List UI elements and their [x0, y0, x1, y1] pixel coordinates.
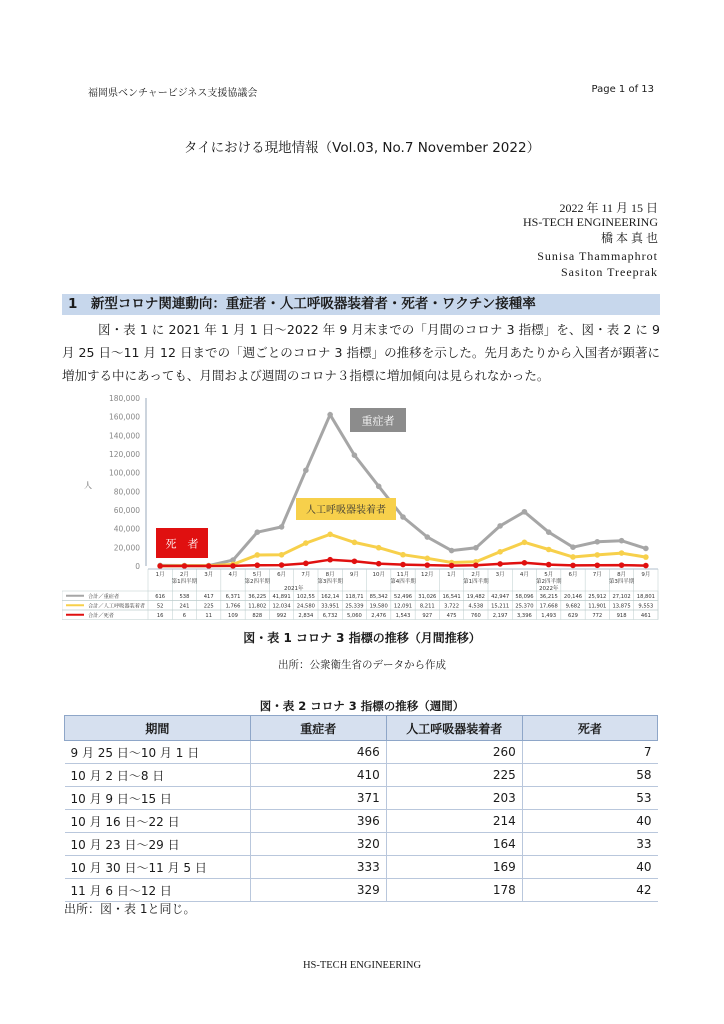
data-point [522, 509, 528, 515]
data-point [594, 552, 600, 558]
data-cell-label: 1,493 [541, 612, 557, 619]
table-row [65, 764, 658, 787]
year-label: 2021年 [283, 586, 304, 592]
document-title: タイにおける現地情報（Vol.03, No.7 November 2022） [183, 140, 541, 156]
cell-severe: 371 [250, 787, 386, 810]
data-cell-label: 118,71 [345, 593, 364, 600]
y-tick-label: 140,000 [108, 431, 140, 441]
data-cell-label: 31,026 [418, 593, 437, 600]
data-point [546, 562, 552, 568]
data-cell-label: 16,541 [442, 593, 461, 600]
data-point [303, 540, 309, 546]
page-number: Page 1 of 13 [591, 84, 654, 95]
data-cell-label: 33,951 [321, 603, 340, 610]
month-tick-label: 1月 [155, 572, 165, 578]
cell-deaths: 7 [522, 741, 657, 764]
series-label: 人工呼吸器装着者 [306, 505, 386, 516]
data-cell-label: 927 [422, 612, 433, 619]
table-row [65, 741, 658, 764]
data-point [497, 549, 503, 555]
chart-svg [62, 390, 662, 626]
data-point [570, 563, 576, 569]
cell-deaths: 33 [522, 833, 657, 856]
data-point [497, 561, 503, 567]
data-cell-label: 11,802 [248, 603, 267, 610]
data-cell-label: 12,034 [272, 603, 291, 610]
data-cell-label: 461 [640, 612, 651, 619]
quarter-label: 第2四半期 [244, 579, 271, 585]
data-point [254, 552, 260, 558]
data-cell-label: 616 [155, 593, 166, 600]
data-cell-label: 109 [228, 612, 238, 619]
figure-1-caption: 図・表 1 コロナ 3 指標の推移（月間推移） [243, 631, 481, 645]
month-tick-label: 1月 [447, 572, 457, 578]
company-name: HS-TECH ENGINEERING [523, 215, 658, 229]
data-cell-label: 3,722 [444, 603, 460, 610]
section-heading: 1 新型コロナ関連動向：重症者・人工呼吸器装着者・死者・ワクチン接種率 [62, 294, 660, 315]
data-point [157, 563, 163, 569]
data-point [497, 523, 503, 529]
cell-severe: 396 [250, 810, 386, 833]
col-header-ventilator: 人工呼吸器装着者 [386, 716, 522, 741]
data-cell-label: 25,370 [515, 603, 534, 610]
cell-ventilator: 225 [386, 764, 522, 787]
report-date: 2022 年 11 月 15 日 [559, 201, 658, 215]
data-cell-label: 52 [156, 603, 164, 610]
data-point [424, 556, 430, 562]
data-point [327, 532, 333, 538]
cell-severe: 333 [250, 856, 386, 879]
data-cell-label: 241 [179, 603, 190, 610]
data-cell-label: 11,901 [588, 603, 607, 610]
data-cell-label: 102,55 [296, 593, 315, 600]
legend-entry: 合計／人工呼吸器装着者 [88, 603, 146, 610]
y-tick-label: 80,000 [113, 487, 140, 497]
data-point [643, 546, 649, 552]
table-row [65, 856, 658, 879]
year-label: 2022年 [538, 586, 559, 592]
y-tick-label: 180,000 [108, 394, 140, 403]
data-cell-label: 828 [252, 612, 263, 619]
data-cell-label: 6,732 [322, 612, 338, 619]
data-point [643, 554, 649, 560]
data-point [327, 557, 333, 563]
cell-ventilator: 169 [386, 856, 522, 879]
quarter-label: 第1四半期 [171, 579, 198, 585]
data-cell-label: 13,875 [612, 603, 631, 610]
quarter-label: 第2四半期 [535, 579, 562, 585]
month-tick-label: 10月 [372, 572, 385, 578]
data-point [522, 540, 528, 546]
data-cell-label: 18,801 [636, 593, 655, 600]
cell-period: 10 月 9 日～15 日 [65, 787, 251, 810]
data-cell-label: 538 [179, 593, 190, 600]
data-cell-label: 85,342 [369, 593, 388, 600]
cell-period: 10 月 30 日～11 月 5 日 [65, 856, 251, 879]
data-cell-label: 2,476 [371, 612, 387, 619]
table-row [65, 879, 658, 902]
data-point [230, 563, 236, 569]
data-point [376, 561, 382, 567]
data-cell-label: 15,211 [491, 603, 510, 610]
data-cell-label: 25,339 [345, 603, 364, 610]
month-tick-label: 8月 [325, 572, 335, 578]
legend-entry: 合計／重症者 [88, 593, 120, 600]
data-point [424, 562, 430, 568]
cell-deaths: 42 [522, 879, 657, 902]
data-point [254, 529, 260, 535]
data-cell-label: 6,371 [225, 593, 241, 600]
month-tick-label: 6月 [568, 572, 578, 578]
data-point [352, 558, 358, 564]
data-cell-label: 760 [470, 612, 481, 619]
data-point [303, 467, 309, 473]
data-cell-label: 25,912 [588, 593, 607, 600]
data-cell-label: 27,102 [612, 593, 631, 600]
data-point [400, 514, 406, 520]
author-2: Sunisa Thammaphrot [537, 249, 658, 263]
data-point [546, 547, 552, 553]
data-point [206, 563, 212, 569]
month-tick-label: 3月 [204, 572, 214, 578]
y-tick-label: 160,000 [108, 412, 140, 422]
data-cell-label: 20,146 [563, 593, 583, 600]
data-point [546, 529, 552, 535]
y-tick-label: 0 [135, 562, 140, 571]
data-cell-label: 9,553 [638, 603, 654, 610]
data-cell-label: 225 [203, 603, 214, 610]
data-point [473, 562, 479, 568]
data-point [279, 562, 285, 568]
table-2-source: 出所：図・表 1と同じ。 [64, 902, 196, 916]
series-label: 死 者 [165, 537, 199, 551]
table-row [65, 810, 658, 833]
data-point [352, 452, 358, 458]
data-point [303, 561, 309, 567]
cell-severe: 466 [250, 741, 386, 764]
y-tick-label: 120,000 [108, 450, 140, 459]
month-tick-label: 7月 [301, 572, 311, 578]
cell-ventilator: 178 [386, 879, 522, 902]
month-tick-label: 5月 [252, 572, 262, 578]
cell-period: 11 月 6 日～12 日 [65, 879, 251, 902]
cell-ventilator: 203 [386, 787, 522, 810]
cell-period: 10 月 16 日～22 日 [65, 810, 251, 833]
data-cell-label: 58,096 [515, 593, 534, 600]
author-1: 橋 本 真 也 [600, 231, 658, 245]
month-tick-label: 4月 [519, 572, 529, 578]
table-2-caption: 図・表 2 コロナ 3 指標の推移（週間） [259, 699, 465, 713]
data-point [182, 563, 188, 569]
data-cell-label: 12,091 [393, 603, 413, 610]
y-tick-label: 60,000 [113, 506, 140, 515]
data-point [522, 560, 528, 566]
data-cell-label: 1,766 [225, 603, 241, 610]
data-cell-label: 1,543 [395, 612, 411, 619]
monthly-covid-chart [62, 390, 662, 626]
data-cell-label: 4,538 [468, 603, 484, 610]
month-tick-label: 8月 [617, 572, 627, 578]
data-point [424, 534, 430, 540]
y-tick-label: 20,000 [113, 543, 140, 553]
data-point [376, 545, 382, 551]
data-point [254, 562, 260, 568]
data-point [643, 563, 649, 569]
data-cell-label: 2,834 [298, 612, 314, 619]
series-label: 重症者 [361, 414, 395, 428]
month-tick-label: 9月 [349, 572, 359, 578]
y-tick-label: 40,000 [113, 524, 140, 534]
col-header-deaths: 死者 [522, 716, 657, 741]
data-cell-label: 16 [156, 612, 164, 619]
quarter-label: 第3四半期 [317, 579, 343, 585]
data-point [570, 554, 576, 560]
quarter-label: 第3四半期 [608, 579, 635, 585]
header-organization: 福岡県ベンチャービジネス支援協議会 [88, 88, 258, 99]
figure-1-source: 出所：公衆衛生省のデータから作成 [278, 659, 446, 671]
data-cell-label: 9,682 [565, 603, 581, 610]
cell-ventilator: 260 [386, 741, 522, 764]
data-cell-label: 162,14 [321, 593, 340, 600]
data-cell-label: 6 [182, 612, 187, 619]
data-cell-label: 475 [446, 612, 457, 619]
quarter-label: 第4四半期 [390, 579, 416, 585]
data-cell-label: 24,580 [296, 603, 315, 610]
month-tick-label: 3月 [495, 572, 505, 578]
month-tick-label: 6月 [277, 572, 287, 578]
table-row [65, 833, 658, 856]
data-point [376, 484, 382, 490]
data-point [400, 552, 406, 558]
data-cell-label: 42,947 [491, 593, 510, 600]
cell-period: 10 月 23 日～29 日 [65, 833, 251, 856]
weekly-table [64, 715, 658, 902]
legend-entry: 合計／死者 [88, 612, 114, 619]
table-header-row [65, 716, 658, 741]
data-cell-label: 918 [616, 612, 627, 619]
data-cell-label: 8,211 [419, 603, 435, 610]
data-cell-label: 992 [276, 612, 287, 619]
cell-deaths: 40 [522, 856, 657, 879]
month-tick-label: 9月 [641, 572, 651, 578]
series-line [160, 415, 646, 566]
data-point [619, 562, 625, 568]
data-point [619, 538, 625, 544]
cell-severe: 329 [250, 879, 386, 902]
data-cell-label: 629 [568, 612, 578, 619]
cell-deaths: 40 [522, 810, 657, 833]
col-header-severe: 重症者 [250, 716, 386, 741]
author-3: Sasiton Treeprak [561, 265, 658, 279]
month-tick-label: 12月 [421, 572, 434, 578]
month-tick-label: 11月 [396, 572, 410, 578]
data-point [473, 545, 479, 551]
body-paragraph: 図・表 1 に 2021 年 1 月 1 日～2022 年 9 月末までの「月間のコロナ 3 指標」を、図・表 2 に 9 月 25 日～11 月 12 日までの「週ごとのコロナ 3 指標」の推移を示した。先月あたりから入国者が顕著に増加する中にあっても、月間および週間のコロナ３指標に増加傾向は見られなかった。 [62, 322, 660, 383]
data-cell-label: 36,215 [539, 593, 558, 600]
data-point [570, 544, 576, 550]
table-row [65, 787, 658, 810]
cell-period: 9 月 25 日～10 月 1 日 [65, 741, 251, 764]
data-point [619, 550, 625, 556]
cell-deaths: 58 [522, 764, 657, 787]
data-point [279, 552, 285, 558]
y-tick-label: 100,000 [108, 468, 140, 478]
data-point [352, 540, 358, 546]
data-point [449, 563, 455, 569]
data-cell-label: 2,197 [492, 612, 508, 619]
quarter-label: 第1四半期 [463, 579, 489, 585]
data-cell-label: 19,482 [466, 593, 485, 600]
data-point [594, 562, 600, 568]
data-cell-label: 19,580 [369, 603, 388, 610]
data-point [594, 539, 600, 545]
data-cell-label: 36,225 [248, 593, 267, 600]
col-header-period: 期間 [65, 716, 251, 741]
data-cell-label: 52,496 [393, 593, 413, 600]
page-footer: HS-TECH ENGINEERING [302, 960, 422, 971]
y-axis-label: 人 [84, 481, 92, 490]
data-cell-label: 41,891 [272, 593, 291, 600]
month-tick-label: 2月 [471, 572, 481, 578]
cell-ventilator: 164 [386, 833, 522, 856]
month-tick-label: 4月 [228, 572, 238, 578]
data-point [400, 562, 406, 568]
data-cell-label: 772 [592, 612, 603, 619]
cell-severe: 320 [250, 833, 386, 856]
data-point [279, 524, 285, 530]
month-tick-label: 5月 [544, 572, 554, 578]
month-tick-label: 7月 [592, 572, 602, 578]
cell-severe: 410 [250, 764, 386, 787]
data-cell-label: 5,060 [346, 612, 362, 619]
data-cell-label: 417 [203, 593, 214, 600]
data-point [449, 548, 455, 554]
month-tick-label: 2月 [179, 572, 189, 578]
data-cell-label: 3,396 [516, 612, 532, 619]
data-cell-label: 11 [205, 612, 213, 619]
cell-ventilator: 214 [386, 810, 522, 833]
data-cell-label: 17,668 [539, 603, 558, 610]
cell-period: 10 月 2 日～8 日 [65, 764, 251, 787]
cell-deaths: 53 [522, 787, 657, 810]
data-point [327, 412, 333, 418]
